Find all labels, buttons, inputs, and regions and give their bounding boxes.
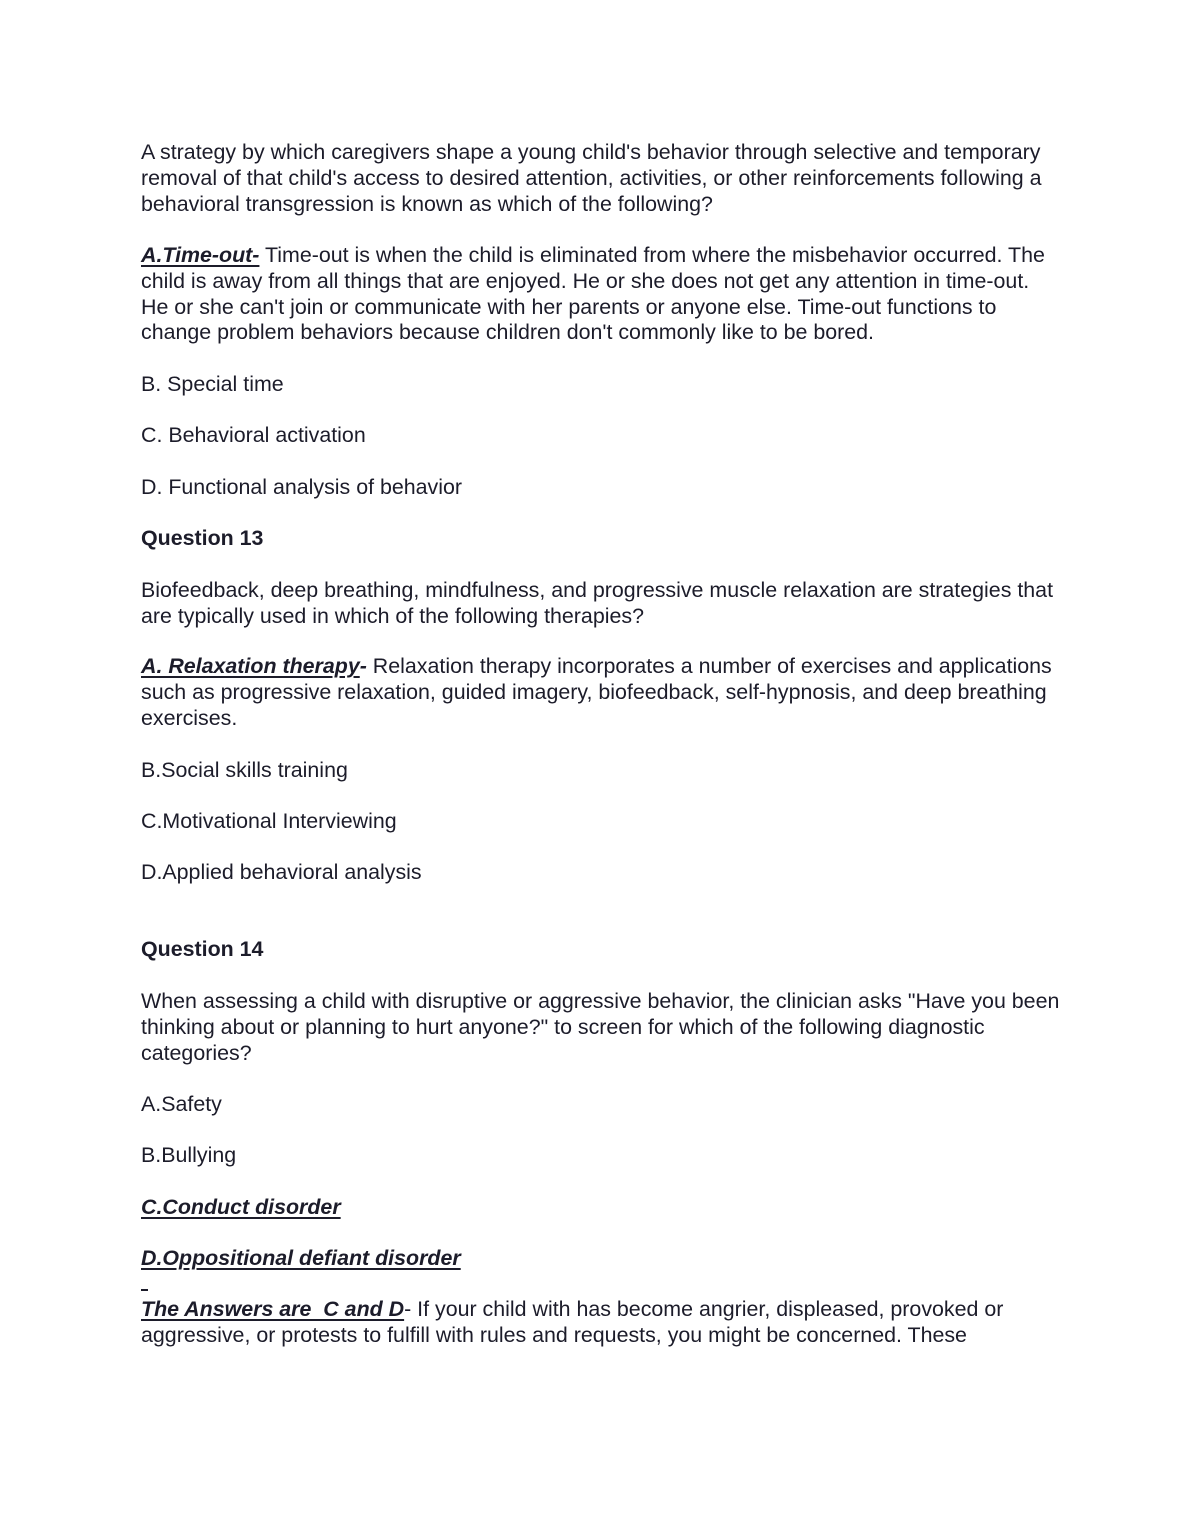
q14-answer-label: The Answers are C and D	[141, 1297, 405, 1321]
q12-option-b	[141, 372, 1061, 398]
q12-question	[141, 140, 1061, 217]
q12-answer-label: A.Time-out-	[141, 243, 260, 267]
q12-answer	[141, 243, 1061, 346]
q13-option-d-text: D.Applied behavioral analysis	[141, 860, 422, 884]
q12-option-c	[141, 423, 1061, 449]
q14-question	[141, 989, 1061, 1066]
q14-option-d-text: D.Oppositional defiant disorder	[141, 1246, 461, 1270]
q14-option-c-text: C.Conduct disorder	[141, 1195, 341, 1219]
answer-marker	[141, 1289, 148, 1291]
q14-option-d	[141, 1246, 1061, 1272]
q12-question-text: A strategy by which caregivers shape a young child's behavior through selective and temporary removal of that child's access to desired attention, activities, or other reinforcements following a behavioral transgression is known as which of the following?	[141, 140, 1042, 216]
q14-answer-paragraph	[141, 1297, 1061, 1349]
q13-question-text: Biofeedback, deep breathing, mindfulness, and progressive muscle relaxation are strategies that are typically used in which of the following therapies?	[141, 578, 1054, 628]
q13-answer-label: A. Relaxation therapy	[141, 654, 360, 678]
q13-option-c-text: C.Motivational Interviewing	[141, 809, 397, 833]
q14-option-a-text: A.Safety	[141, 1092, 222, 1116]
q14-question-text: When assessing a child with disruptive or aggressive behavior, the clinician asks "Have you been thinking about or planning to hurt anyone?" to screen for which of the following diagnostic categories?	[141, 989, 1060, 1065]
q14-option-b-text: B.Bullying	[141, 1143, 237, 1167]
q14-heading-text: Question 14	[141, 937, 264, 961]
q13-question	[141, 578, 1061, 630]
q14-answer	[141, 1297, 1061, 1349]
q12-answer-text: Time-out is when the child is eliminated from where the misbehavior occurred. The child is away from all things that are enjoyed. He or she does not get any attention in time-out. He or she can't join or communicate with her parents or anyone else. Time-out functions to change problem behaviors because children don't commonly like to be bored.	[141, 243, 1045, 345]
q12-option-d-text: D. Functional analysis of behavior	[141, 475, 463, 499]
q13-option-b	[141, 758, 1061, 784]
q13-option-b-text: B.Social skills training	[141, 758, 348, 782]
q13-heading	[141, 526, 1061, 552]
q13-answer-paragraph	[141, 654, 1061, 731]
q14-option-c	[141, 1195, 1061, 1221]
q12-answer-paragraph	[141, 243, 1061, 346]
q13-option-d	[141, 860, 1061, 886]
q14-answer-text: - If your child with has become angrier, displeased, provoked or aggressive, or protests to fulfill with rules and requests, you might be concerned. These	[141, 1297, 1004, 1347]
q13-heading-text: Question 13	[141, 526, 264, 550]
q13-answer	[141, 654, 1061, 731]
q12-option-c-text: C. Behavioral activation	[141, 423, 366, 447]
q12-option-b-text: B. Special time	[141, 372, 284, 396]
q13-answer-dash: -	[359, 654, 367, 678]
q13-answer-text: Relaxation therapy incorporates a number of exercises and applications such as progressive relaxation, guided imagery, biofeedback, self-hypnosis, and deep breathing exercises.	[141, 654, 1052, 730]
q14-heading	[141, 937, 1061, 963]
q13-option-c	[141, 809, 1061, 835]
q14-option-b	[141, 1143, 1061, 1169]
q14-option-a	[141, 1092, 1061, 1118]
q12-option-d	[141, 475, 1061, 501]
